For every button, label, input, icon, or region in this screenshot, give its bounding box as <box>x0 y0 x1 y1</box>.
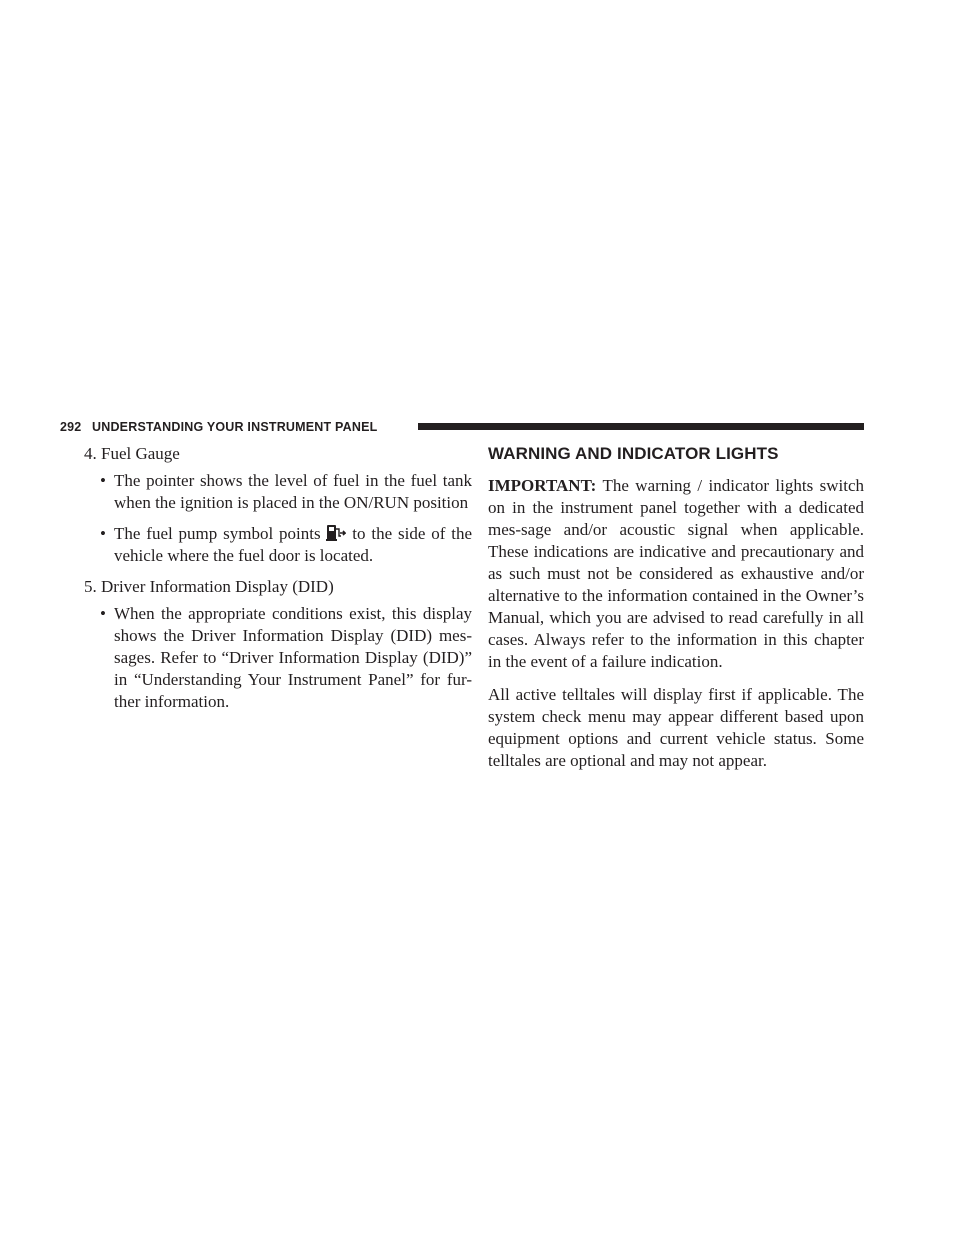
bullet-glyph: • <box>100 604 106 623</box>
right-column <box>488 443 864 772</box>
left-column <box>84 443 472 713</box>
bullet-glyph: • <box>100 524 106 543</box>
bullet-glyph: • <box>100 471 106 490</box>
bullet-text-before-icon: The fuel pump symbol points <box>114 524 327 543</box>
list-item-fuel-gauge-label: 4. Fuel Gauge <box>84 444 180 463</box>
list-item <box>100 603 472 713</box>
header-rule <box>418 423 864 430</box>
fuel-pump-icon <box>326 524 346 542</box>
important-paragraph <box>488 475 864 673</box>
important-text: The warning / indicator lights switch on in the instrument panel together with a dedicated mes-sage and/or acoustic signal when applicable. These indications are indicative and precautionary and as such must not be considered as exhaustive and/or alternative to the information contained in the Owner’s Manual, which you are advised to read carefully in all cases. Always refer to the information in this chapter in the event of a failure indication. <box>488 476 864 671</box>
list-item-did-label: 5. Driver Information Display (DID) <box>84 577 334 596</box>
page-header <box>60 419 864 435</box>
running-section-title: UNDERSTANDING YOUR INSTRUMENT PANEL <box>92 420 378 434</box>
telltales-paragraph: All active telltales will display first if applicable. The system check menu may appear different based upon equipment options and current vehicle status. Some telltales are optional and may not appear. <box>488 685 864 770</box>
bullet-text-after-icon: to the side of the vehicle where the fuel door is located. <box>114 524 472 565</box>
bullet-text: When the appropriate conditions exist, this display shows the Driver Information Display (DID) mes-sages. Refer to “Driver Information Display (DID)” in “Understanding Your Instrument Panel” for fur-ther information. <box>114 604 472 711</box>
page-number: 292 <box>60 420 82 434</box>
list-item <box>100 523 472 567</box>
list-item <box>100 470 472 514</box>
section-heading: WARNING AND INDICATOR LIGHTS <box>488 444 779 463</box>
important-label: IMPORTANT: <box>488 476 597 495</box>
bullet-text: The pointer shows the level of fuel in the fuel tank when the ignition is placed in the ON/RUN position <box>114 471 472 512</box>
